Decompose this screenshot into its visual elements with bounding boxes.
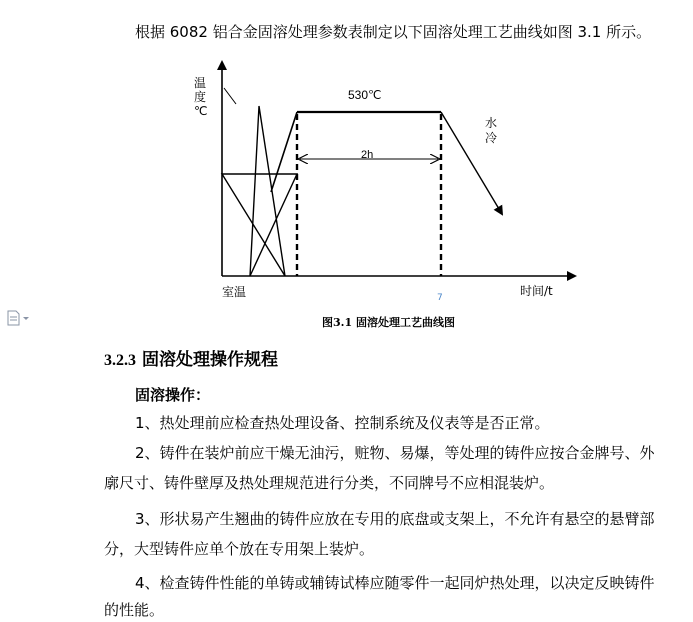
- y-label-char-1: 温: [194, 76, 207, 90]
- paragraph-line: 1、热处理前应检查热处理设备、控制系统及仪表等是否正常。: [135, 414, 550, 432]
- paragraph-line: 2、铸件在装炉前应干燥无油污，赃物、易爆，等处理的铸件应按合金牌号、外: [135, 444, 655, 462]
- figure-caption: 图3.1 固溶处理工艺曲线图: [322, 316, 455, 329]
- section-title: 固溶处理操作规程: [142, 350, 278, 370]
- y-label-char-3: ℃: [194, 104, 208, 118]
- paragraph-line: 廓尺寸、铸件壁厚及热处理规范进行分类，不同牌号不应相混装炉。: [104, 474, 555, 492]
- temperature-label: 530℃: [348, 88, 382, 102]
- star-shape: [222, 106, 297, 276]
- intro-paragraph: 根据 6082 铝合金固溶处理参数表制定以下固溶处理工艺曲线如图 3.1 所示。: [135, 23, 652, 41]
- paragraph-line: 3、形状易产生翘曲的铸件应放在专用的底盘或支架上，不允许有悬空的悬臂部: [135, 510, 655, 528]
- stray-mark: 7: [437, 293, 443, 303]
- subheading: 固溶操作：: [135, 386, 211, 404]
- x-axis-label: 时间/t: [520, 284, 553, 298]
- paragraph-line: 分，大型铸件应单个放在专用架上装炉。: [104, 540, 375, 558]
- cooling-label-char-2: 冷: [485, 131, 498, 145]
- paragraph-line: 的性能。: [104, 601, 165, 619]
- section-heading: [104, 345, 278, 370]
- paragraph-line: 4、检查铸件性能的单铸或辅铸试棒应随零件一起同炉热处理，以决定反映铸件: [135, 574, 655, 592]
- section-number: 3.2.3: [104, 352, 136, 369]
- heating-ramp-line: [271, 112, 297, 192]
- duration-label: 2h: [361, 149, 374, 161]
- origin-label: 室温: [222, 285, 247, 299]
- y-label-char-2: 度: [194, 90, 207, 104]
- document-icon[interactable]: [6, 310, 32, 326]
- y-label-tick: [224, 88, 236, 104]
- cooling-label-char-1: 水: [485, 116, 498, 130]
